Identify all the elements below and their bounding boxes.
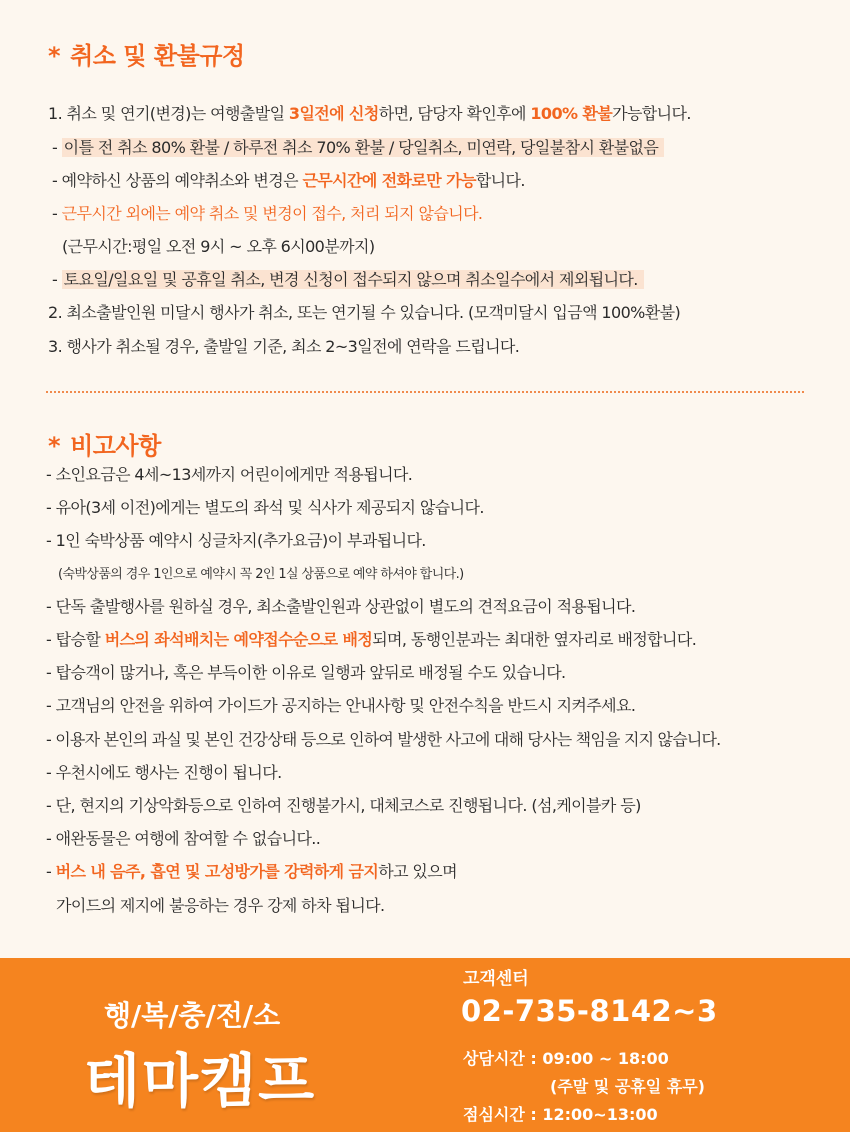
star-icon: * xyxy=(48,42,61,70)
emphasis-text: 버스의 좌석배치는 예약접수순으로 배정 xyxy=(104,630,373,649)
cancel-line-1 xyxy=(48,102,691,126)
notes-line-6 xyxy=(46,628,696,652)
notes-line-1: - 소인요금은 4세~13세까지 어린이에게만 적용됩니다. xyxy=(46,465,413,484)
emphasis-text: 3일전에 신청 xyxy=(288,104,379,123)
section-divider xyxy=(46,391,804,393)
notes-line-4: (숙박상품의 경우 1인으로 예약시 꼭 2인 1실 상품으로 예약 하셔야 합니다.) xyxy=(58,567,464,582)
notes-line-7: - 탑승객이 많거나, 혹은 부득이한 이유로 일행과 앞뒤로 배정될 수도 있습니다. xyxy=(46,663,566,682)
notes-line-13 xyxy=(46,860,457,884)
notes-line-2: - 유아(3세 이전)에게는 별도의 좌석 및 식사가 제공되지 않습니다. xyxy=(46,498,484,517)
cancel-line-4 xyxy=(52,202,482,226)
text: - 예약하신 상품의 예약취소와 변경은 xyxy=(52,171,303,190)
consult-hours: 상담시간 : 09:00 ~ 18:00 xyxy=(463,1049,669,1068)
emphasis-text: 근무시간에 전화로만 가능 xyxy=(302,171,476,190)
cancel-line-7: 2. 최소출발인원 미달시 행사가 취소, 또는 연기될 수 있습니다. (모객미달시 입금액 100%환불) xyxy=(48,303,681,322)
customer-center-label: 고객센터 xyxy=(463,969,529,989)
brand-logo-text: 테마캠프 xyxy=(84,1047,317,1115)
cancel-section-title xyxy=(48,36,245,71)
cancel-title-text: 취소 및 환불규정 xyxy=(70,42,245,70)
footer-banner xyxy=(0,958,850,1132)
emphasis-text: 100% 환불 xyxy=(530,104,613,123)
text: - xyxy=(52,270,62,289)
cancel-line-5: (근무시간:평일 오전 9시 ~ 오후 6시00분까지) xyxy=(62,237,375,256)
highlighted-text: 토요일/일요일 및 공휴일 취소, 변경 신청이 접수되지 않으며 취소일수에서 제외됩니다. xyxy=(62,270,644,289)
text: 1. 취소 및 연기(변경)는 여행출발일 xyxy=(48,104,289,123)
emphasis-text: 근무시간 외에는 예약 취소 및 변경이 접수, 처리 되지 않습니다. xyxy=(61,204,483,223)
text: - xyxy=(46,862,56,881)
notes-line-9: - 이용자 본인의 과실 및 본인 건강상태 등으로 인하여 발생한 사고에 대해 당사는 책임을 지지 않습니다. xyxy=(46,730,721,749)
holiday-note: (주말 및 공휴일 휴무) xyxy=(550,1077,705,1096)
cancel-line-6 xyxy=(52,268,644,292)
text: - xyxy=(52,138,62,157)
notes-section-title xyxy=(48,426,161,461)
text: 되며, 동행인분과는 최대한 옆자리로 배정합니다. xyxy=(372,630,697,649)
notes-line-11: - 단, 현지의 기상악화등으로 인하여 진행불가시, 대체코스로 진행됩니다. (섬,케이블카 등) xyxy=(46,796,641,815)
notes-line-8: - 고객님의 안전을 위하여 가이드가 공지하는 안내사항 및 안전수칙을 반드시 지켜주세요. xyxy=(46,696,636,715)
notes-line-10: - 우천시에도 행사는 진행이 됩니다. xyxy=(46,763,282,782)
cancel-line-3 xyxy=(52,169,525,193)
star-icon: * xyxy=(48,432,61,460)
brand-slogan: 행/복/충/전/소 xyxy=(104,999,281,1032)
cancel-line-8: 3. 행사가 취소될 경우, 출발일 기준, 최소 2~3일전에 연락을 드립니다. xyxy=(48,337,520,356)
cancel-line-2 xyxy=(52,136,664,160)
customer-center-phone: 02-735-8142~3 xyxy=(461,994,718,1028)
notes-line-14: 가이드의 제지에 불응하는 경우 강제 하차 됩니다. xyxy=(56,896,385,915)
notes-line-12: - 애완동물은 여행에 참여할 수 없습니다.. xyxy=(46,829,321,848)
text: 가능합니다. xyxy=(612,104,691,123)
notes-line-5: - 단독 출발행사를 원하실 경우, 최소출발인원과 상관없이 별도의 견적요금이 적용됩니다. xyxy=(46,597,636,616)
text: - xyxy=(52,204,62,223)
text: - 탑승할 xyxy=(46,630,105,649)
text: 하고 있으며 xyxy=(378,862,457,881)
text: 합니다. xyxy=(475,171,525,190)
emphasis-text: 버스 내 음주, 흡연 및 고성방가를 강력하게 금지 xyxy=(55,862,379,881)
notes-title-text: 비고사항 xyxy=(70,432,161,460)
notes-line-3: - 1인 숙박상품 예약시 싱글차지(추가요금)이 부과됩니다. xyxy=(46,531,426,550)
text: 하면, 담당자 확인후에 xyxy=(378,104,531,123)
lunch-hours: 점심시간 : 12:00~13:00 xyxy=(463,1105,658,1124)
highlighted-text: 이틀 전 취소 80% 환불 / 하루전 취소 70% 환불 / 당일취소, 미연락, 당일불참시 환불없음 xyxy=(62,138,665,157)
